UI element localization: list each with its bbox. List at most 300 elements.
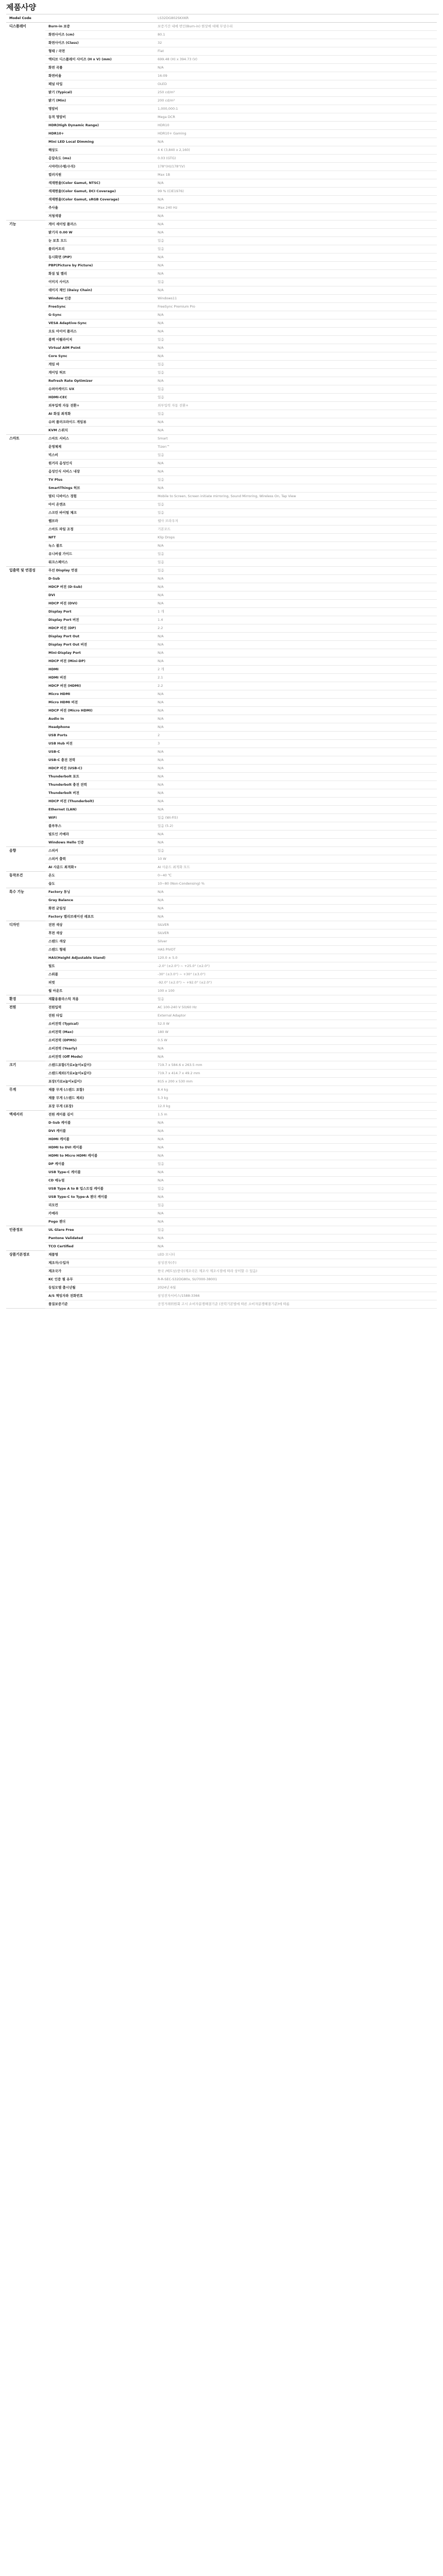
- spec-row: [6, 212, 437, 221]
- spec-label: Factory 튜닝: [45, 888, 155, 896]
- spec-value: 1.5 m: [155, 1111, 437, 1119]
- spec-value: 웹사 브라우저: [155, 517, 437, 526]
- spec-value: 815 x 200 x 530 mm: [155, 1078, 437, 1086]
- spec-row: [6, 155, 437, 163]
- spec-value: N/A: [155, 649, 437, 657]
- spec-value: 3: [155, 740, 437, 748]
- spec-row: [6, 1168, 437, 1177]
- spec-row: [6, 1086, 437, 1094]
- spec-row: [6, 921, 437, 929]
- spec-row: [6, 591, 437, 600]
- spec-row: [6, 855, 437, 863]
- spec-value: N/A: [155, 270, 437, 278]
- spec-value: N/A: [155, 1234, 437, 1243]
- spec-row: [6, 328, 437, 336]
- spec-value: N/A: [155, 319, 437, 328]
- spec-value: N/A: [155, 641, 437, 649]
- spec-row: [6, 1127, 437, 1136]
- spec-row: [6, 740, 437, 748]
- spec-row: [6, 888, 437, 896]
- spec-label: Mini LED Local Dimming: [45, 138, 155, 146]
- spec-group-name: 상품기본정보: [6, 1251, 45, 1309]
- spec-label: 아이 온엔조: [45, 501, 155, 509]
- spec-label: 동시화면 (PIP): [45, 253, 155, 262]
- spec-label: 소비전력 (Max): [45, 1028, 155, 1037]
- spec-label: 스피커: [45, 847, 155, 855]
- spec-value: 있음: [155, 995, 437, 1004]
- spec-label: Window 인증: [45, 295, 155, 303]
- spec-row: [6, 789, 437, 798]
- spec-value: 12.0 kg: [155, 1103, 437, 1111]
- spec-row: [6, 278, 437, 286]
- spec-label: Headphone: [45, 723, 155, 732]
- spec-row: [6, 336, 437, 344]
- spec-row: [6, 938, 437, 946]
- spec-row: [6, 1185, 437, 1193]
- spec-label: HDCP 버전 (Mini-DP): [45, 657, 155, 666]
- spec-label: 웹브라: [45, 517, 155, 526]
- spec-value: N/A: [155, 806, 437, 814]
- spec-row: [6, 1012, 437, 1020]
- spec-value: 있음: [155, 1185, 437, 1193]
- spec-value: N/A: [155, 262, 437, 270]
- spec-label: 데이지 체인 (Daisy Chain): [45, 286, 155, 295]
- spec-label: UL Glare Free: [45, 1226, 155, 1234]
- spec-row: [6, 723, 437, 732]
- spec-group-name: 인증정보: [6, 1226, 45, 1251]
- spec-label: 패널 타입: [45, 80, 155, 89]
- spec-value: N/A: [155, 591, 437, 600]
- spec-label: KVM 스위치: [45, 427, 155, 435]
- spec-row: [6, 1193, 437, 1201]
- spec-label: USB Type A to B 업스트림 케이블: [45, 1185, 155, 1193]
- spec-row: [6, 1284, 437, 1292]
- spec-group-name: 무게: [6, 1086, 45, 1111]
- page-title: 제품사양: [6, 1, 439, 14]
- spec-label: HDCP 버전 (Micro HDMI): [45, 707, 155, 715]
- spec-row: [6, 1276, 437, 1284]
- spec-label: 운영체제: [45, 443, 155, 451]
- spec-value: Flat: [155, 47, 437, 56]
- spec-label: 게임 바: [45, 361, 155, 369]
- spec-value: N/A: [155, 633, 437, 641]
- spec-label: 멀티 디바이스 경험: [45, 493, 155, 501]
- spec-value: N/A: [155, 418, 437, 427]
- spec-row: [6, 534, 437, 542]
- spec-row: [6, 806, 437, 814]
- spec-value: N/A: [155, 707, 437, 715]
- spec-row: [6, 262, 437, 270]
- spec-value: 719.7 x 584.6 x 263.5 mm: [155, 1061, 437, 1070]
- spec-row: [6, 146, 437, 155]
- spec-label: Mini-Display Port: [45, 649, 155, 657]
- spec-value: FreeSync Premium Pro: [155, 303, 437, 311]
- spec-label: TCO Certified: [45, 1243, 155, 1251]
- spec-row: [6, 196, 437, 204]
- spec-row: [6, 682, 437, 690]
- spec-label: 동일모델 출시년월: [45, 1284, 155, 1292]
- spec-value: External Adaptor: [155, 1012, 437, 1020]
- spec-label: 빅스비: [45, 451, 155, 460]
- spec-value: 있음: [155, 847, 437, 855]
- spec-value: Windows11: [155, 295, 437, 303]
- spec-value: 8.4 kg: [155, 1086, 437, 1094]
- spec-label: 제조국가: [45, 1267, 155, 1276]
- spec-value: -92.0° (±2.0°) ~ +92.0° (±2.0°): [155, 979, 437, 987]
- spec-label: Micro HDMI: [45, 690, 155, 699]
- spec-value: N/A: [155, 468, 437, 476]
- spec-label: D-Sub: [45, 575, 155, 583]
- spec-value: 공정거래위원회 고시 소비자분쟁해결기준 (전력기본법에 따른 소비자분쟁해결기준)에 따름: [155, 1300, 437, 1309]
- spec-value: 1,000,000:1: [155, 105, 437, 113]
- spec-row: [6, 666, 437, 674]
- spec-row: [6, 699, 437, 707]
- spec-row: [6, 1243, 437, 1251]
- spec-label: USB Ports: [45, 732, 155, 740]
- model-code-row: [6, 14, 437, 23]
- spec-label: 음성인식 서비스 내장: [45, 468, 155, 476]
- spec-label: 시야각(수평/수직): [45, 163, 155, 171]
- spec-row: [6, 303, 437, 311]
- spec-label: WiFi: [45, 814, 155, 822]
- spec-value: 있음: [155, 245, 437, 253]
- spec-label: 소비전력 (DPMS): [45, 1037, 155, 1045]
- spec-group-name: 음향: [6, 847, 45, 872]
- spec-value: N/A: [155, 1193, 437, 1201]
- spec-row: [6, 385, 437, 394]
- spec-row: [6, 517, 437, 526]
- spec-value: N/A: [155, 221, 437, 229]
- spec-value: N/A: [155, 311, 437, 319]
- spec-label: SmartThings 허브: [45, 484, 155, 493]
- spec-label: 저청색광: [45, 212, 155, 221]
- spec-label: Thunderbolt 포트: [45, 773, 155, 781]
- spec-label: 카메라: [45, 1210, 155, 1218]
- spec-row: [6, 1160, 437, 1168]
- spec-label: Display Port Out 버전: [45, 641, 155, 649]
- spec-row: [6, 286, 437, 295]
- spec-value: 0.03 (GTG): [155, 155, 437, 163]
- spec-value: N/A: [155, 690, 437, 699]
- spec-value: 1.4: [155, 616, 437, 624]
- spec-value: 180 W: [155, 1028, 437, 1037]
- spec-group-name: 특수 기능: [6, 888, 45, 921]
- spec-label: HDCP 버전 (DVI): [45, 600, 155, 608]
- spec-label: 응답속도 (ms): [45, 155, 155, 163]
- spec-label: DVI: [45, 591, 155, 600]
- spec-label: NFT: [45, 534, 155, 542]
- spec-value: N/A: [155, 212, 437, 221]
- spec-row: [6, 624, 437, 633]
- spec-value: 있음: [155, 336, 437, 344]
- spec-row: [6, 822, 437, 831]
- spec-row: [6, 270, 437, 278]
- spec-value: N/A: [155, 1177, 437, 1185]
- spec-label: Windows Hello 인증: [45, 839, 155, 847]
- spec-row: [6, 64, 437, 72]
- spec-row: [6, 1094, 437, 1103]
- spec-row: [6, 1037, 437, 1045]
- spec-label: HDMI 케이블: [45, 1136, 155, 1144]
- spec-row: [6, 1020, 437, 1028]
- spec-row: [6, 1152, 437, 1160]
- spec-label: 슈퍼 플러크라이드 게임뷰: [45, 418, 155, 427]
- spec-value: N/A: [155, 888, 437, 896]
- spec-value: 있음: [155, 1226, 437, 1234]
- spec-value: N/A: [155, 1152, 437, 1160]
- spec-label: USB Type-C to Type-A 젠더 케이블: [45, 1193, 155, 1201]
- spec-value: 한국 /베트남/중국(제조국은 제조사 제조시점에 따라 상이할 수 있음): [155, 1267, 437, 1276]
- spec-label: USB Type-C 케이블: [45, 1168, 155, 1177]
- spec-row: [6, 311, 437, 319]
- spec-label: Pantone Validated: [45, 1234, 155, 1243]
- spec-label: 월 마운트: [45, 987, 155, 995]
- spec-label: HDR(High Dynamic Range): [45, 122, 155, 130]
- spec-row: [6, 839, 437, 847]
- spec-group-name: 환경: [6, 995, 45, 1004]
- spec-label: HDCP 버전 (DP): [45, 624, 155, 633]
- spec-value: LED 모니터: [155, 1251, 437, 1259]
- spec-row: [6, 113, 437, 122]
- spec-row: [6, 229, 437, 237]
- spec-row: [6, 707, 437, 715]
- spec-row: [6, 608, 437, 616]
- spec-group-name: 기능: [6, 221, 45, 435]
- spec-value: N/A: [155, 427, 437, 435]
- spec-row: [6, 56, 437, 64]
- spec-value: N/A: [155, 1243, 437, 1251]
- spec-row: [6, 188, 437, 196]
- spec-label: 포장 무게 (포장): [45, 1103, 155, 1111]
- spec-label: 워크스페이스: [45, 558, 155, 567]
- spec-value: HDR10+ Gaming: [155, 130, 437, 138]
- spec-value: N/A: [155, 1053, 437, 1061]
- spec-row: [6, 493, 437, 501]
- spec-row: [6, 1226, 437, 1234]
- spec-group-name: 액세서리: [6, 1111, 45, 1226]
- spec-label: 스크린 바이럴 체크: [45, 509, 155, 517]
- spec-value: 있음: [155, 278, 437, 286]
- spec-label: 스마트 서비스: [45, 435, 155, 443]
- spec-value: AI 사운드 최적화 모드: [155, 863, 437, 872]
- spec-row: [6, 905, 437, 913]
- spec-label: 피벗: [45, 979, 155, 987]
- spec-row: [6, 1119, 437, 1127]
- spec-value: N/A: [155, 798, 437, 806]
- spec-value: 있음: [155, 410, 437, 418]
- spec-label: Thunderbolt 충전 전력: [45, 781, 155, 789]
- spec-group-name: 스마트: [6, 435, 45, 567]
- spec-label: 소비전력 (Yearly): [45, 1045, 155, 1053]
- spec-value: N/A: [155, 286, 437, 295]
- spec-label: 스피커 출력: [45, 855, 155, 863]
- spec-row: [6, 674, 437, 682]
- spec-label: 소비전력 (Typical): [45, 1020, 155, 1028]
- spec-table: [6, 14, 437, 1309]
- spec-row: [6, 295, 437, 303]
- spec-row: [6, 344, 437, 352]
- spec-value: -30° (±3.0°) ~ +30° (±3.0°): [155, 971, 437, 979]
- spec-row: [6, 765, 437, 773]
- spec-row: [6, 1053, 437, 1061]
- spec-value: 2.2: [155, 624, 437, 633]
- spec-group-name: 입출력 및 연결성: [6, 567, 45, 847]
- spec-value: 삼성전자서비스/1588-3366: [155, 1292, 437, 1300]
- spec-label: G-Sync: [45, 311, 155, 319]
- spec-group-name: 디스플레이: [6, 23, 45, 221]
- spec-row: [6, 1103, 437, 1111]
- spec-label: 블루투스: [45, 822, 155, 831]
- spec-row: [6, 204, 437, 212]
- spec-row: [6, 47, 437, 56]
- spec-group-name: 디자인: [6, 921, 45, 995]
- spec-row: [6, 1061, 437, 1070]
- spec-row: [6, 1300, 437, 1309]
- spec-value: HAS PIVOT: [155, 946, 437, 954]
- spec-value: 있음 (5.2): [155, 822, 437, 831]
- spec-value: N/A: [155, 896, 437, 905]
- spec-label: 플리커프리: [45, 245, 155, 253]
- spec-value: N/A: [155, 773, 437, 781]
- spec-row: [6, 971, 437, 979]
- spec-row: [6, 1078, 437, 1086]
- spec-value: 52.0 W: [155, 1020, 437, 1028]
- spec-label: USB Hub 버전: [45, 740, 155, 748]
- spec-label: 재활용플라스틱 적용: [45, 995, 155, 1004]
- spec-label: 스마트 파일 조정: [45, 526, 155, 534]
- spec-label: 품질보증기준: [45, 1300, 155, 1309]
- spec-row: [6, 583, 437, 591]
- spec-value: 2: [155, 732, 437, 740]
- spec-value: Silver: [155, 938, 437, 946]
- spec-value: 있음: [155, 385, 437, 394]
- spec-group-name: 동작조건: [6, 872, 45, 888]
- spec-row: [6, 1218, 437, 1226]
- spec-label: 전원 케이블 길이: [45, 1111, 155, 1119]
- spec-row: [6, 509, 437, 517]
- spec-label: AI 사운드 최적화+: [45, 863, 155, 872]
- spec-row: [6, 402, 437, 410]
- spec-value: 2.1: [155, 674, 437, 682]
- spec-label: HDCP 버전 (D-Sub): [45, 583, 155, 591]
- spec-row: [6, 616, 437, 624]
- spec-value: 있음: [155, 361, 437, 369]
- spec-label: 틸트: [45, 962, 155, 971]
- spec-row: [6, 427, 437, 435]
- spec-row: [6, 550, 437, 558]
- spec-value: 있음: [155, 451, 437, 460]
- spec-row: [6, 410, 437, 418]
- spec-row: [6, 1004, 437, 1012]
- model-code-value: LS32DG802SKXKR: [155, 14, 437, 23]
- spec-row: [6, 798, 437, 806]
- spec-row: [6, 443, 437, 451]
- spec-label: 스탠드포함(가로x높이x깊이): [45, 1061, 155, 1070]
- spec-value: 2.2: [155, 682, 437, 690]
- spec-value: 있음: [155, 501, 437, 509]
- spec-label: 리모컨: [45, 1201, 155, 1210]
- spec-row: [6, 253, 437, 262]
- spec-value: N/A: [155, 699, 437, 707]
- spec-row: [6, 913, 437, 921]
- spec-row: [6, 418, 437, 427]
- spec-value: N/A: [155, 913, 437, 921]
- spec-label: Audio In: [45, 715, 155, 723]
- spec-row: [6, 1267, 437, 1276]
- spec-label: USB-C 충전 전력: [45, 756, 155, 765]
- spec-label: HDCP 버전 (HDMI): [45, 682, 155, 690]
- spec-label: Factory 캘리브레이션 레포트: [45, 913, 155, 921]
- spec-label: 화면 곡률: [45, 64, 155, 72]
- spec-row: [6, 179, 437, 188]
- spec-row: [6, 756, 437, 765]
- spec-label: 색재현율(Color Gamut, sRGB Coverage): [45, 196, 155, 204]
- spec-value: SILVER: [155, 921, 437, 929]
- spec-label: HAS(Height Adjustable Stand): [45, 954, 155, 962]
- spec-label: Core Sync: [45, 352, 155, 361]
- spec-row: [6, 600, 437, 608]
- spec-label: FreeSync: [45, 303, 155, 311]
- spec-value: N/A: [155, 715, 437, 723]
- spec-value: 10 W: [155, 855, 437, 863]
- spec-row: [6, 962, 437, 971]
- spec-label: 스탠드 형태: [45, 946, 155, 954]
- spec-value: N/A: [155, 575, 437, 583]
- spec-row: [6, 319, 437, 328]
- spec-value: 있음: [155, 237, 437, 245]
- spec-row: [6, 377, 437, 385]
- spec-value: HDR10: [155, 122, 437, 130]
- spec-row: [6, 715, 437, 723]
- spec-label: 외부입력 자동 전환+: [45, 402, 155, 410]
- spec-label: 화면비율: [45, 72, 155, 80]
- spec-value: N/A: [155, 484, 437, 493]
- spec-row: [6, 896, 437, 905]
- spec-label: Burn-in 보증: [45, 23, 155, 31]
- spec-label: 화면 균일성: [45, 905, 155, 913]
- spec-row: [6, 72, 437, 80]
- spec-value: N/A: [155, 179, 437, 188]
- spec-row: [6, 1136, 437, 1144]
- spec-value: 있음: [155, 509, 437, 517]
- spec-value: N/A: [155, 583, 437, 591]
- spec-label: 스탠드 색상: [45, 938, 155, 946]
- spec-value: 99 % (CIE1976): [155, 188, 437, 196]
- spec-label: 색재현율(Color Gamut, NTSC): [45, 179, 155, 188]
- spec-row: [6, 221, 437, 229]
- spec-value: N/A: [155, 196, 437, 204]
- spec-value: N/A: [155, 1210, 437, 1218]
- spec-row: [6, 542, 437, 550]
- spec-group-name: 전원: [6, 1004, 45, 1061]
- spec-value: 16:09: [155, 72, 437, 80]
- spec-value: Mobile to Screen, Screen initiate mirroring, Sound Mirroring, Wireless On, Tap View: [155, 493, 437, 501]
- spec-label: Pogo 젠더: [45, 1218, 155, 1226]
- spec-value: N/A: [155, 229, 437, 237]
- spec-value: N/A: [155, 1136, 437, 1144]
- spec-value: 5.3 kg: [155, 1094, 437, 1103]
- spec-label: 명암비: [45, 105, 155, 113]
- spec-value: Klip Drops: [155, 534, 437, 542]
- spec-label: A/S 책임자와 전화번호: [45, 1292, 155, 1300]
- spec-label: 오토 아이어 플러스: [45, 328, 155, 336]
- spec-row: [6, 814, 437, 822]
- spec-row: [6, 352, 437, 361]
- spec-label: Gray Balance: [45, 896, 155, 905]
- spec-label: HDMI 버전: [45, 674, 155, 682]
- spec-label: 제품 무게 (스탠드 포함): [45, 1086, 155, 1094]
- spec-row: [6, 369, 437, 377]
